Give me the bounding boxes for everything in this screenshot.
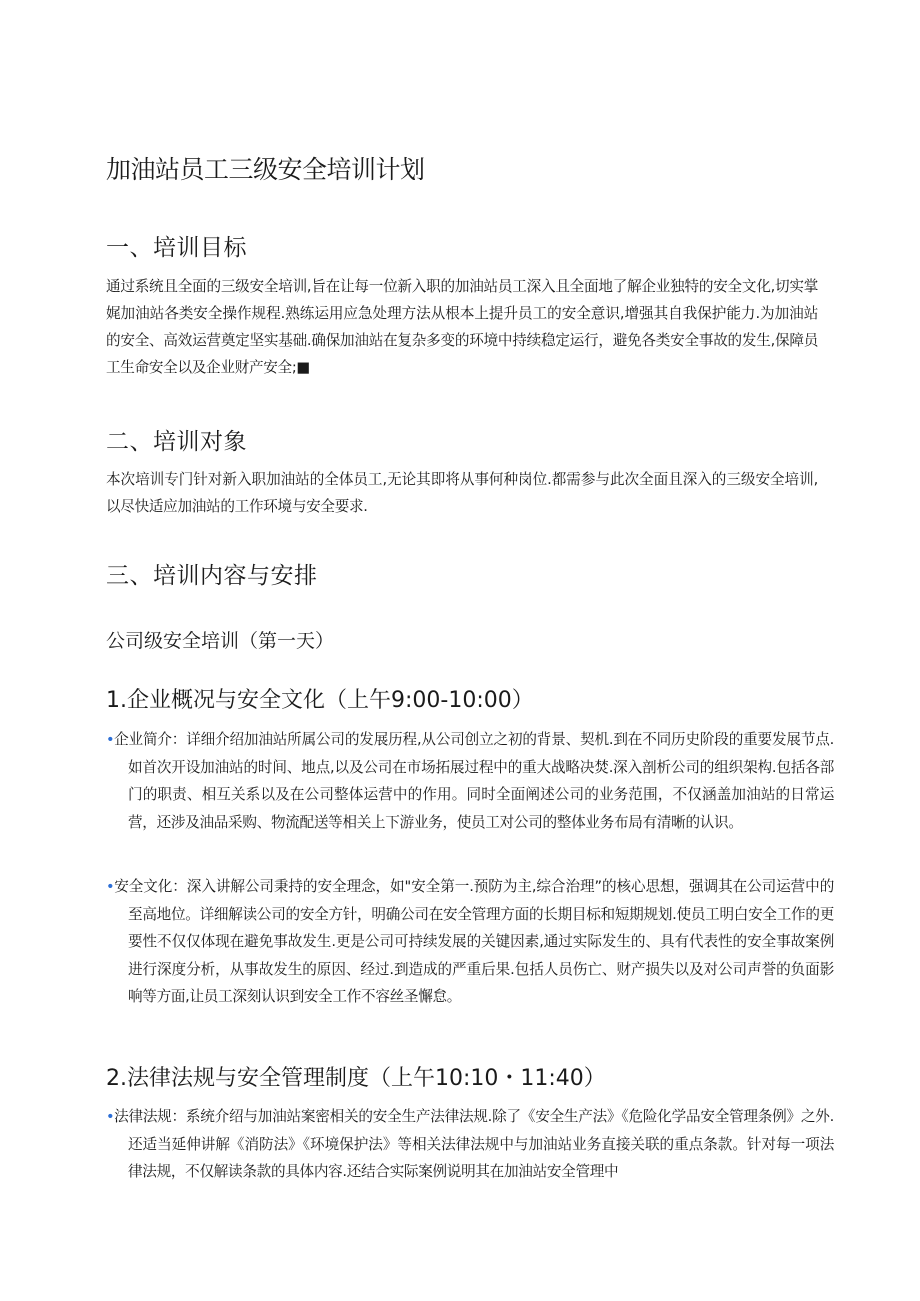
bullet-dot: • <box>106 1108 115 1125</box>
document-title: 加油站员工三级安全培训计划 <box>106 155 425 184</box>
item-heading-overview: 1.企业概况与安全文化（上午9:00-10:00） <box>106 688 534 713</box>
item-heading-laws: 2.法律法规与安全管理制度（上午10:10・11:40） <box>106 1066 606 1091</box>
bullet-laws <box>106 1103 834 1186</box>
bullet-dot: • <box>106 878 115 895</box>
bullet-text: 法律法规：系统介绍与加油站案密相关的安全生产法律法规.除了《安全生产法》《危险化学品安全管理条例》之外.还适当延伸讲解《消防法》《环境保护法》等相关法律法规中与加油站业务直接关联的重点条款。针对每一项法律法规，不仅解读条款的具体内容.还结合实际案例说明其在加油站安全管理中 <box>114 1108 834 1180</box>
bullet-safety-culture <box>106 873 834 1011</box>
bullet-text: 安全文化：深入讲解公司秉持的安全理念，如"安全第一.预防为主,综合治理”的核心思想，强调其在公司运营中的至高地位。详细解读公司的安全方针，明确公司在安全管理方面的长期目标和短期规划.使员工明白安全工作的更要性不仅仅体现在避免事故发生.更是公司可持续发展的关键因素,通过实际发生的、具有代表性的安全事故案例进行深度分析，从事故发生的原因、经过.到造成的严重后果.包括人员伤亡、财产损失以及对公司声誉的负面影响等方面,让员工深刻认识到安全工作不容丝圣懈怠。 <box>114 878 834 1005</box>
section-paragraph-goals: 通过系统且全面的三级安全培训,旨在让每一位新入职的加油站员工深入且全面地了解企业独特的安全文化,切实掌娓加油站各类安全操作规程.熟练运用应急处理方法从根本上提升员工的安全意识,增强其自我保护能力.为加油站的安全、高效运营奠定坚实基础.确保加油站在复杂多变的环境中持续稳定运行，避免各类安全事故的发生,保障员工生命安全以及企业财产安全;■ <box>106 278 818 376</box>
section-paragraph-audience: 本次培训专门针对新入职加油站的全体员工,无论其即将从事何种岗位.都需参与此次全面且深入的三级安全培训,以尽快适应加油站的工作环境与安全要求. <box>106 471 818 515</box>
section-heading-content: 三、培训内容与安排 <box>106 563 318 589</box>
subsection-heading-company: 公司级安全培训（第一天） <box>106 630 335 652</box>
bullet-text: 企业简介：详细介绍加油站所属公司的发展历程,从公司创立之初的背景、契机.到在不同历史阶段的重要发展节点.如首次开设加油站的时间、地点,以及公司在市场拓展过程中的重大战略决焚.深入剖析公司的组织架构.包括各部门的职责、相互关系以及在公司整体运营中的作用。同时全面阐述公司的业务范围，不仅涵盖加油站的日常运营，还涉及油品采购、物流配送等相关上下游业务，使员工对公司的整体业务布局有清晰的认识。 <box>114 731 834 831</box>
bullet-dot: • <box>106 731 115 748</box>
section-heading-audience: 二、培训对象 <box>106 429 247 455</box>
bullet-company-intro <box>106 726 834 836</box>
section-heading-goals: 一、培训目标 <box>106 235 247 261</box>
